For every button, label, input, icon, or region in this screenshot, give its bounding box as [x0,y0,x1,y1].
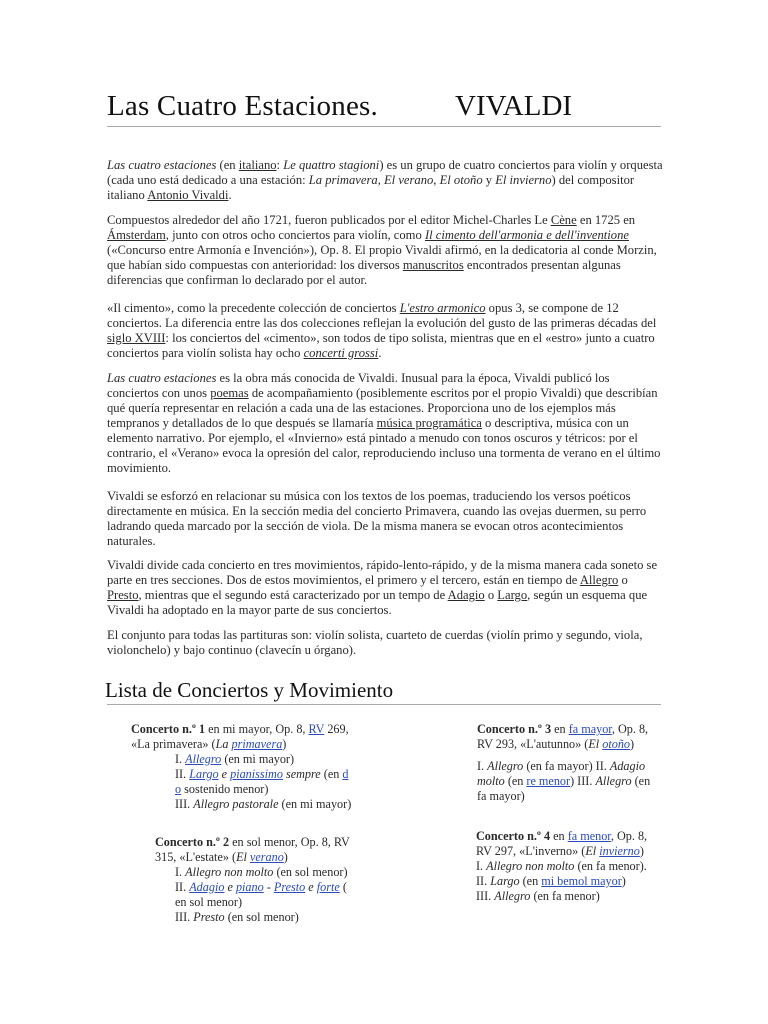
link-concerti-grossi[interactable]: concerti grossi [303,346,379,360]
link-primavera[interactable]: primavera [231,737,283,751]
link-largo[interactable]: Largo [497,588,528,602]
italic-text: Le quattro stagioni [283,158,380,172]
paragraph-obra: Las cuatro estaciones es la obra más conocida de Vivaldi. Inusual para la época, Vivaldi publicó los conciertos con unos poemas de acompañamiento (posiblemente escritos por el propio Vivaldi) que describían qué quería representar en relación a cada una de las estaciones. Proporciona uno de los ejemplos más tempranos y detallados de lo que después se llamaría música programática o descriptiva, música con un elemento narrativo. Por ejemplo, el «Invierno» está pintado a menudo con tonos oscuros y tétricos: por el contrario, el «Verano» evoca la opresión del calor, reproduciendo incluso una tormenta de verano en el último movimiento. [107,371,661,475]
italic-text: Las cuatro estaciones [107,371,217,385]
concerto-1: Concerto n.º 1 en mi mayor, Op. 8, RV 269, «La primavera» (La primavera) I. Allegro (en mi mayor) II. Largo e pianissimo sempre (en d o sostenido menor) III. Allegro pastorale (en mi mayor) [131,722,352,811]
link-fa-menor[interactable]: fa menor [567,829,611,843]
concerto-heading: Concerto n.º 2 [155,835,230,849]
link-presto[interactable]: Presto [107,588,139,602]
paragraph-poemas: Vivaldi se esforzó en relacionar su música con los textos de los poemas, traduciendo los versos poéticos directamente en música. En la sección media del concierto Primavera, cuando las ovejas duermen, su perro ladrando queda marcado por la sección de viola. De la misma manera se evocan otros acontecimientos naturales. [107,489,647,548]
link-estro-armonico[interactable]: L'estro armonico [399,301,486,315]
paragraph-intro: Las cuatro estaciones (en italiano: Le quattro stagioni) es un grupo de cuatro conciertos para violín y orquesta (cada uno está dedicado a una estación: La primavera, El verano, El otoño y El invierno) del compositor italiano Antonio Vivaldi. [107,158,663,202]
link-cene[interactable]: Cène [550,213,577,227]
link-siglo-xviii[interactable]: siglo XVIII [107,331,166,345]
concerto-3: Concerto n.º 3 en fa mayor, Op. 8, RV 293, «L'autunno» (El otoño) I. Allegro (en fa mayor) II. Adagio molto (en re menor) III. Allegro (en fa mayor) [477,722,651,803]
link-presto-2[interactable]: Presto [273,880,306,894]
italic-text: Las cuatro estaciones [107,158,217,172]
link-pianissimo[interactable]: pianissimo [230,767,283,781]
link-largo-1[interactable]: Largo [189,767,219,781]
link-verano[interactable]: verano [249,850,284,864]
link-do-sostenido-cont[interactable]: o [175,782,182,796]
section-divider [107,704,661,705]
paragraph-cimento: «Il cimento», como la precedente colección de conciertos L'estro armonico opus 3, se compone de 12 conciertos. La diferencia entre las dos colecciones reflejan la evolución del gusto de las primeras décadas del siglo XVIII: los conciertos del «cimento», son todos de tipo solista, mientras que en el «estro» junto a cuatro conciertos para violín solista hay ocho concerti grossi. [107,301,657,360]
concerto-2: Concerto n.º 2 en sol menor, Op. 8, RV 315, «L'estate» (El verano) I. Allegro non molto (en sol menor) II. Adagio e piano - Presto e forte ( en sol menor) III. Presto (en sol menor) [155,835,350,924]
link-mi-bemol-mayor[interactable]: mi bemol mayor [541,874,622,888]
italic-text: El verano [383,173,434,187]
link-fa-mayor[interactable]: fa mayor [568,722,612,736]
concerto-heading: Concerto n.º 1 [131,722,206,736]
paragraph-movimientos: Vivaldi divide cada concierto en tres movimientos, rápido-lento-rápido, y de la misma manera cada soneto se parte en tres secciones. Dos de estos movimientos, el primero y el tercero, están en tiempo de Allegro o Presto, mientras que el segundo está caracterizado por un tempo de Adagio o Largo, según un esquema que Vivaldi ha adoptado en la mayor parte de sus conciertos. [107,558,658,617]
paragraph-conjunto: El conjunto para todas las partituras son: violín solista, cuarteto de cuerdas (violín primo y segundo, viola, violonchelo) y bajo continuo (clavecín u órgano). [107,628,643,657]
link-musica-programatica[interactable]: música programática [376,416,482,430]
link-adagio[interactable]: Adagio [447,588,485,602]
link-allegro-1[interactable]: Allegro [185,752,222,766]
page-title-composer: VIVALDI [455,90,573,122]
link-do-sostenido[interactable]: d [342,767,349,781]
italic-text: El invierno [495,173,552,187]
link-adagio-2[interactable]: Adagio [189,880,225,894]
concerto-heading: Concerto n.º 4 [476,829,551,843]
link-il-cimento[interactable]: Il cimento dell'armonia e dell'inventione [424,228,629,242]
link-rv[interactable]: RV [308,722,325,736]
link-otono[interactable]: otoño [602,737,631,751]
link-antonio-vivaldi[interactable]: Antonio Vivaldi [147,188,229,202]
paragraph-composition: Compuestos alrededor del año 1721, fueron publicados por el editor Michel-Charles Le Cène en 1725 en Ámsterdam, junto con otros ocho conciertos para violín, como Il cimento dell'armonia e dell'inventione («Concurso entre Armonía e Invención»), Op. 8. El propio Vivaldi afirmó, en la dedicatoria al conde Morzin, que habían sido compuestas con anterioridad: los diversos manuscritos encontrados presentan algunas diferencias que confirman lo declarado por el autor. [107,213,657,287]
concerto-4: Concerto n.º 4 en fa menor, Op. 8, RV 297, «L'inverno» (El invierno) I. Allegro non molto (en fa menor). II. Largo (en mi bemol mayor) III. Allegro (en fa menor) [476,829,648,903]
link-allegro[interactable]: Allegro [579,573,619,587]
link-italiano[interactable]: italiano [238,158,277,172]
italic-text: La primavera [308,173,378,187]
link-piano[interactable]: piano [235,880,264,894]
concerto-heading: Concerto n.º 3 [477,722,552,736]
link-manuscritos[interactable]: manuscritos [402,258,464,272]
link-amsterdam[interactable]: Ámsterdam [107,228,166,242]
italic-text: El otoño [439,173,483,187]
link-forte[interactable]: forte [316,880,340,894]
page-title: Las Cuatro Estaciones. [107,90,378,122]
link-re-menor[interactable]: re menor [526,774,571,788]
link-poemas[interactable]: poemas [210,386,249,400]
link-invierno[interactable]: invierno [599,844,640,858]
title-divider [107,126,661,127]
section-title: Lista de Conciertos y Movimiento [105,678,394,702]
